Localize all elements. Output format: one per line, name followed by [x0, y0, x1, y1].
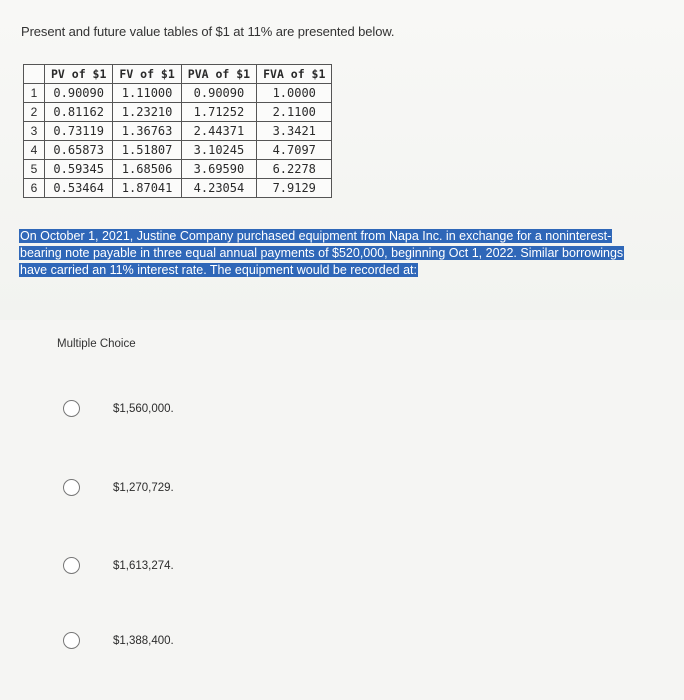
table-header-pv: PV of $1	[45, 65, 113, 84]
table-header-pva: PVA of $1	[181, 65, 256, 84]
table-cell-pva: 0.90090	[181, 84, 256, 103]
table-cell-pva: 2.44371	[181, 122, 256, 141]
table-cell-pv: 0.73119	[45, 122, 113, 141]
table-header-row	[24, 65, 332, 84]
table-cell-period: 4	[24, 141, 45, 160]
table-cell-pv: 0.90090	[45, 84, 113, 103]
table-cell-fva: 7.9129	[257, 179, 332, 198]
table-cell-pva: 4.23054	[181, 179, 256, 198]
table-cell-pv: 0.59345	[45, 160, 113, 179]
answer-option-label: $1,560,000.	[113, 402, 174, 415]
table-row	[24, 84, 332, 103]
table-cell-period: 2	[24, 103, 45, 122]
intro-text: Present and future value tables of $1 at 11% are presented below.	[21, 24, 395, 39]
table-cell-pva: 3.10245	[181, 141, 256, 160]
answer-option-2[interactable]	[63, 479, 174, 496]
table-cell-fv: 1.68506	[113, 160, 181, 179]
present-future-value-table	[23, 64, 332, 198]
question-line-1: On October 1, 2021, Justine Company purchased equipment from Napa Inc. in exchange for a noninterest-	[20, 229, 612, 243]
table-row	[24, 141, 332, 160]
table-cell-fva: 2.1100	[257, 103, 332, 122]
table-cell-fv: 1.11000	[113, 84, 181, 103]
answer-option-1[interactable]	[63, 400, 174, 417]
table-cell-fva: 1.0000	[257, 84, 332, 103]
table-cell-fva: 4.7097	[257, 141, 332, 160]
table-cell-period: 3	[24, 122, 45, 141]
answer-option-4[interactable]	[63, 632, 174, 649]
radio-button[interactable]	[63, 632, 80, 649]
table-header-fva: FVA of $1	[257, 65, 332, 84]
table-cell-fva: 6.2278	[257, 160, 332, 179]
question-line-3: have carried an 11% interest rate. The equipment would be recorded at:	[20, 263, 417, 277]
table-cell-fv: 1.23210	[113, 103, 181, 122]
table-header-fv: FV of $1	[113, 65, 181, 84]
table-row	[24, 160, 332, 179]
table-row	[24, 122, 332, 141]
table-row	[24, 103, 332, 122]
answer-option-label: $1,388,400.	[113, 634, 174, 647]
table-cell-fv: 1.51807	[113, 141, 181, 160]
table-cell-pva: 3.69590	[181, 160, 256, 179]
radio-button[interactable]	[63, 557, 80, 574]
table-cell-fv: 1.36763	[113, 122, 181, 141]
answer-option-label: $1,613,274.	[113, 559, 174, 572]
table-cell-pva: 1.71252	[181, 103, 256, 122]
table-header-index	[24, 65, 45, 84]
answer-option-label: $1,270,729.	[113, 481, 174, 494]
answer-option-3[interactable]	[63, 557, 174, 574]
table-cell-period: 6	[24, 179, 45, 198]
multiple-choice-label: Multiple Choice	[57, 338, 136, 350]
table-row	[24, 179, 332, 198]
table-cell-period: 1	[24, 84, 45, 103]
question-text	[19, 228, 684, 279]
radio-button[interactable]	[63, 400, 80, 417]
radio-button[interactable]	[63, 479, 80, 496]
table-cell-pv: 0.53464	[45, 179, 113, 198]
table-cell-fva: 3.3421	[257, 122, 332, 141]
table-cell-pv: 0.65873	[45, 141, 113, 160]
question-line-2: bearing note payable in three equal annual payments of $520,000, beginning Oct 1, 2022. Similar borrowings	[20, 246, 624, 260]
table-cell-pv: 0.81162	[45, 103, 113, 122]
table-cell-fv: 1.87041	[113, 179, 181, 198]
table-cell-period: 5	[24, 160, 45, 179]
